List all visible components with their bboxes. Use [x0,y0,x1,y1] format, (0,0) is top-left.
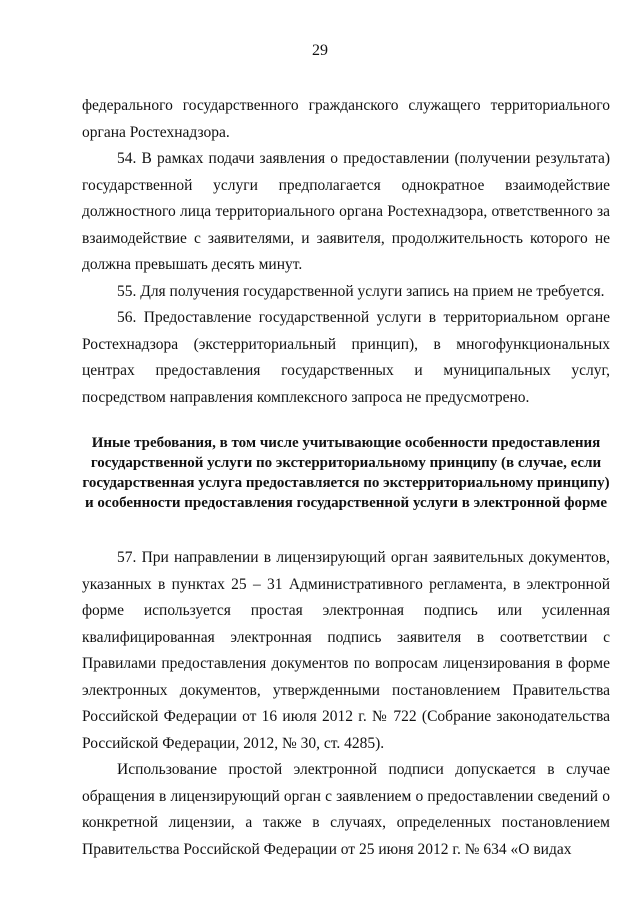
text-block-bottom [82,545,610,863]
paragraph-57: 57. При направлении в лицензирующий орган заявительных документов, указанных в пунктах 25 – 31 Административного регламента, в электронной форме используется простая электронная подпись или усиленная квалифицированная электронная подпись заявителя в соответствии с Правилами предоставления документов по вопросам лицензирования в форме электронных документов, утвержденными постановлением Правительства Российской Федерации от 16 июля 2012 г. № 722 (Собрание законодательства Российской Федерации, 2012, № 30, ст. 4285). [82,549,610,752]
paragraph-simple-signature: Использование простой электронной подписи допускается в случае обращения в лицензирующий орган с заявлением о предоставлении сведений о конкретной лицензии, а также в случаях, определенных постановлением Правительства Российской Федерации от 25 июня 2012 г. № 634 «О видах [82,761,610,858]
paragraph-54: 54. В рамках подачи заявления о предоставлении (получении результата) государственной услуги предполагается однократное взаимодействие должностного лица территориального органа Ростехнадзора, ответственного за взаимодействие с заявителями, и заявителя, продолжительность которого не должна превышать десять минут. [82,150,610,273]
section-heading: Иные требования, в том числе учитывающие особенности предоставления государственной услуги по экстерриториальному принципу (в случае, если государственная услуга предоставляется по экстерриториальному принципу) и особенности предоставления государственной услуги в электронной форме [82,435,610,511]
paragraph-56: 56. Предоставление государственной услуги в территориальном органе Ростехнадзора (экстерриториальный принцип), в многофункциональных центрах предоставления государственных и муниципальных услуг, посредством направления комплексного запроса не предусмотрено. [82,309,610,406]
page-number: 29 [312,42,328,59]
text-block-top [82,93,610,411]
paragraph-55: 55. Для получения государственной услуги запись на прием не требуется. [117,282,605,300]
paragraph-continuation: федерального государственного гражданского служащего территориального органа Ростехнадзора. [82,97,610,141]
